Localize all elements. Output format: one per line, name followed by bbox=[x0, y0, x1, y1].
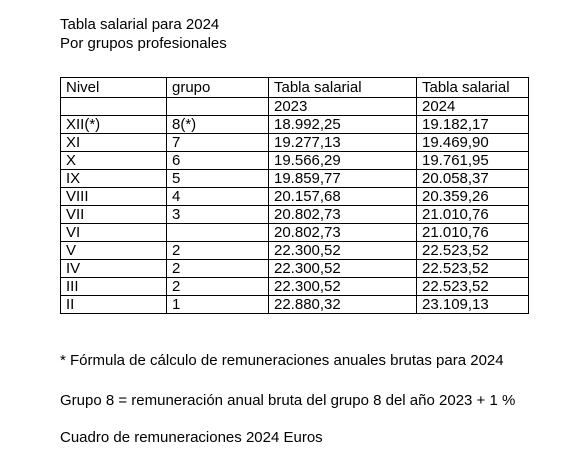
nivel-cell: V bbox=[61, 242, 167, 260]
group8-note: Grupo 8 = remuneración anual bruta del grupo 8 del año 2023 + 1 % bbox=[60, 392, 516, 409]
grupo-cell: 3 bbox=[167, 206, 269, 224]
table-row bbox=[61, 206, 529, 224]
nivel-cell: VII bbox=[61, 206, 167, 224]
grupo-cell bbox=[167, 224, 269, 242]
subheader-cell bbox=[167, 98, 269, 116]
salary-2023-cell: 22.300,52 bbox=[269, 260, 417, 278]
salary-2023-cell: 22.300,52 bbox=[269, 242, 417, 260]
table-row bbox=[61, 260, 529, 278]
nivel-cell: IX bbox=[61, 170, 167, 188]
nivel-cell: VIII bbox=[61, 188, 167, 206]
nivel-cell: IV bbox=[61, 260, 167, 278]
salary-2024-cell: 19.182,17 bbox=[417, 116, 529, 134]
nivel-cell: II bbox=[61, 296, 167, 314]
subheader-year-2023: 2023 bbox=[269, 98, 417, 116]
salary-2023-cell: 22.300,52 bbox=[269, 278, 417, 296]
table-row bbox=[61, 278, 529, 296]
salary-2024-cell: 21.010,76 bbox=[417, 224, 529, 242]
header-tabla-2023: Tabla salarial bbox=[269, 78, 417, 98]
salary-2023-cell: 19.859,77 bbox=[269, 170, 417, 188]
salary-2024-cell: 20.058,37 bbox=[417, 170, 529, 188]
salary-2024-cell: 19.761,95 bbox=[417, 152, 529, 170]
grupo-cell: 8(*) bbox=[167, 116, 269, 134]
formula-note: * Fórmula de cálculo de remuneraciones anuales brutas para 2024 bbox=[60, 352, 504, 369]
salary-2023-cell: 18.992,25 bbox=[269, 116, 417, 134]
salary-2024-cell: 21.010,76 bbox=[417, 206, 529, 224]
salary-2023-cell: 20.802,73 bbox=[269, 206, 417, 224]
document-subtitle: Por grupos profesionales bbox=[60, 35, 227, 52]
salary-2023-cell: 20.157,68 bbox=[269, 188, 417, 206]
table-row bbox=[61, 296, 529, 314]
nivel-cell: XII(*) bbox=[61, 116, 167, 134]
nivel-cell: VI bbox=[61, 224, 167, 242]
table-row bbox=[61, 242, 529, 260]
salary-2024-cell: 22.523,52 bbox=[417, 260, 529, 278]
grupo-cell: 1 bbox=[167, 296, 269, 314]
salary-2023-cell: 20.802,73 bbox=[269, 224, 417, 242]
document-title: Tabla salarial para 2024 bbox=[60, 16, 220, 33]
table-caption: Cuadro de remuneraciones 2024 Euros bbox=[60, 429, 323, 446]
subheader-cell bbox=[61, 98, 167, 116]
header-tabla-2024: Tabla salarial bbox=[417, 78, 529, 98]
salary-2024-cell: 22.523,52 bbox=[417, 242, 529, 260]
table-row bbox=[61, 152, 529, 170]
nivel-cell: X bbox=[61, 152, 167, 170]
salary-2023-cell: 22.880,32 bbox=[269, 296, 417, 314]
table-row bbox=[61, 134, 529, 152]
grupo-cell: 6 bbox=[167, 152, 269, 170]
salary-table bbox=[60, 77, 529, 314]
salary-2024-cell: 19.469,90 bbox=[417, 134, 529, 152]
grupo-cell: 4 bbox=[167, 188, 269, 206]
table-row bbox=[61, 170, 529, 188]
header-nivel: Nivel bbox=[61, 78, 167, 98]
salary-2024-cell: 23.109,13 bbox=[417, 296, 529, 314]
grupo-cell: 2 bbox=[167, 242, 269, 260]
salary-2023-cell: 19.566,29 bbox=[269, 152, 417, 170]
nivel-cell: XI bbox=[61, 134, 167, 152]
grupo-cell: 5 bbox=[167, 170, 269, 188]
table-header-row bbox=[61, 78, 529, 98]
table-row bbox=[61, 188, 529, 206]
subheader-year-2024: 2024 bbox=[417, 98, 529, 116]
salary-2023-cell: 19.277,13 bbox=[269, 134, 417, 152]
salary-2024-cell: 22.523,52 bbox=[417, 278, 529, 296]
nivel-cell: III bbox=[61, 278, 167, 296]
grupo-cell: 2 bbox=[167, 278, 269, 296]
grupo-cell: 7 bbox=[167, 134, 269, 152]
grupo-cell: 2 bbox=[167, 260, 269, 278]
salary-2024-cell: 20.359,26 bbox=[417, 188, 529, 206]
table-row bbox=[61, 116, 529, 134]
table-row bbox=[61, 224, 529, 242]
header-grupo: grupo bbox=[167, 78, 269, 98]
table-subheader-row bbox=[61, 98, 529, 116]
